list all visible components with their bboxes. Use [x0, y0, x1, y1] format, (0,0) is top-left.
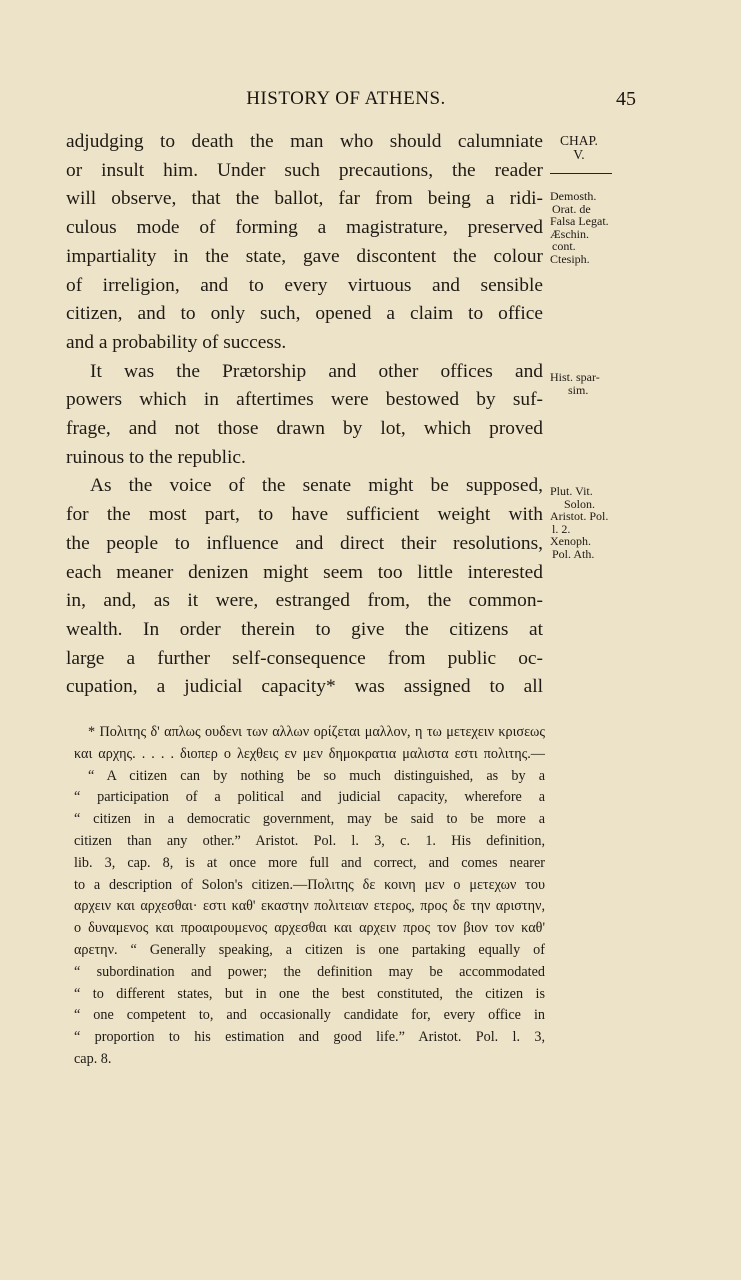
margin-note-line: l. 2.	[552, 521, 571, 536]
chapter-number: V.	[573, 147, 585, 162]
text-line: culous mode of forming a magistrature, preserved	[66, 217, 543, 239]
footnote	[74, 722, 545, 1071]
page-number: 45	[616, 88, 636, 110]
footnote-line: citizen than any other.” Aristot. Pol. l. 3, c. 1. His definition,	[74, 832, 545, 849]
running-header	[66, 88, 636, 118]
footnote-line: αρετην. “ Generally speaking, a citizen is one partaking equally of	[74, 941, 545, 958]
margin-note-line: Orat. de	[552, 201, 591, 216]
text-line: in, and, as it were, estranged from, the common-	[66, 590, 543, 612]
margin-note-line: Demosth.	[550, 189, 597, 203]
margin-note-line: Pol. Ath.	[552, 546, 595, 561]
text-line: ruinous to the republic.	[66, 446, 246, 468]
margin-note-plutarch	[550, 485, 630, 560]
text-line: for the most part, to have sufficient weight with	[66, 504, 543, 526]
paragraph-start-line: As the voice of the senate might be supposed,	[90, 475, 543, 497]
margin-note-line: Æschin.	[550, 226, 589, 241]
margin-note-line: Ctesiph.	[550, 251, 590, 266]
margin-note-line: Xenoph.	[550, 534, 591, 548]
footnote-line: lib. 3, cap. 8, is at once more full and correct, and comes nearer	[74, 854, 545, 871]
margin-note-line: Falsa Legat.	[550, 214, 609, 228]
chapter-label: CHAP.	[560, 133, 598, 148]
margin-note-line: sim.	[568, 382, 589, 397]
text-line: and a probability of success.	[66, 331, 287, 353]
margin-note-line: Aristot. Pol.	[550, 509, 609, 523]
text-line: impartiality in the state, gave discontent the colour	[66, 245, 543, 267]
margin-note-line: Hist. spar-	[550, 370, 600, 384]
footnote-line: “ citizen in a democratic government, may be said to be more a	[74, 811, 545, 828]
footnote-line: αρχειν και αρχεσθαι· εστι καθ' εκαστην πολιτειαν ετερος, προς δε την αριστην,	[74, 898, 545, 915]
text-line: wealth. In order therein to give the citizens at	[66, 618, 543, 640]
text-line: large a further self-consequence from public oc-	[66, 647, 543, 669]
footnote-line: “ one competent to, and occasionally candidate for, every office in	[74, 1007, 545, 1024]
chapter-rule	[550, 173, 612, 174]
footnote-line: και αρχης. . . . . διοπερ ο λεχθεις εν μεν δημοκρατια μαλιστα εστι πολιτης.—	[74, 745, 545, 762]
text-line: each meaner denizen might seem too little interested	[66, 561, 543, 583]
text-line: of irreligion, and to every virtuous and sensible	[66, 274, 543, 296]
text-line: the people to influence and direct their resolutions,	[66, 532, 543, 554]
footnote-line: “ proportion to his estimation and good life.” Aristot. Pol. l. 3,	[74, 1029, 545, 1046]
footnote-line: “ participation of a political and judicial capacity, wherefore a	[74, 789, 545, 806]
running-title: HISTORY OF ATHENS.	[246, 88, 446, 109]
footnote-line: “ A citizen can by nothing be so much distinguished, as by a	[88, 767, 545, 784]
text-line: cupation, a judicial capacity* was assigned to all	[66, 676, 543, 698]
text-line: frage, and not those drawn by lot, which proved	[66, 418, 543, 440]
text-line: will observe, that the ballot, far from being a ridi-	[66, 188, 543, 210]
margin-chapter-label	[550, 134, 608, 162]
footnote-line: ο δυναμενος και προαιρουμενος αρχεσθαι και αρχειν προς τον βιον τον καθ'	[74, 920, 545, 937]
footnote-line: to a description of Solon's citizen.—Πολιτης δε κοινη μεν ο μετεχων του	[74, 876, 545, 893]
margin-note-demosthenes	[550, 190, 630, 265]
text-line: adjudging to death the man who should calumniate	[66, 131, 543, 152]
margin-note-hist	[550, 371, 630, 396]
main-text	[66, 128, 543, 702]
text-line: powers which in aftertimes were bestowed by suf-	[66, 389, 543, 411]
text-line: or insult him. Under such precautions, the reader	[66, 159, 543, 181]
footnote-line: * Πολιτης δ' απλως ουδενι των αλλων ορίζεται μαλλον, η τω μετεχειν κρισεως	[88, 724, 545, 740]
footnote-line: “ subordination and power; the definition may be accommodated	[74, 963, 545, 980]
paragraph-start-line: It was the Prætorship and other offices and	[90, 360, 543, 382]
footnote-line: “ to different states, but in one the best constituted, the citizen is	[74, 985, 545, 1002]
footnote-line: cap. 8.	[74, 1050, 112, 1067]
text-line: citizen, and to only such, opened a claim to office	[66, 303, 543, 325]
margin-note-line: Solon.	[564, 496, 596, 511]
margin-note-line: Plut. Vit.	[550, 484, 593, 498]
margin-note-line: cont.	[552, 239, 576, 253]
